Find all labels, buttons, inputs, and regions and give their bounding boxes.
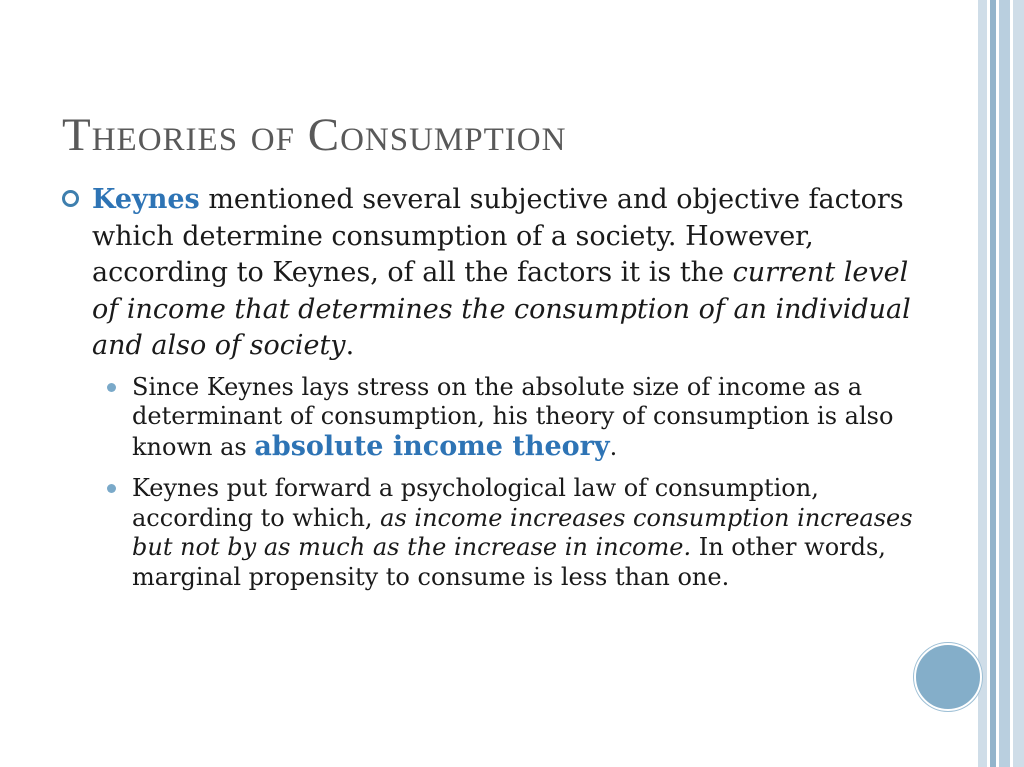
keyword-absolute-income-theory: absolute income theory: [254, 430, 610, 462]
sub1-text-a: Since Keynes lays stress on the absolute size of income as a determinant of consumption, his theory of consumption is also known as: [132, 372, 894, 461]
ring-bullet-icon: [62, 190, 79, 207]
sub-bullet-1: [62, 373, 922, 463]
border-stripe: [978, 0, 987, 767]
sub-bullet-2: [62, 474, 922, 592]
sub2-text-b: In other words, marginal propensity to consume is less than one.: [132, 533, 886, 591]
keyword-keynes: Keynes: [92, 184, 200, 215]
bullet-point-1: [62, 182, 922, 365]
point1-italic: current level of income that determines the consumption of an individual and also of society: [92, 257, 911, 361]
point1-text-b: .: [345, 330, 355, 361]
dot-bullet-icon: [107, 484, 116, 493]
sub2-italic: as income increases consumption increases but not by as much as the increase in income.: [132, 503, 913, 561]
sub2-text-a: Keynes put forward a psychological law of consumption, according to which,: [132, 474, 819, 532]
border-stripe: [999, 0, 1010, 767]
slide-body: [62, 182, 922, 592]
dot-bullet-icon: [107, 383, 116, 392]
decorative-circle: [914, 643, 982, 711]
slide-title: Theories of Consumption: [62, 109, 567, 161]
border-stripe: [1013, 0, 1024, 767]
sub1-text-b: .: [609, 432, 618, 461]
point1-text-a: mentioned several subjective and objective factors which determine consumption of a society. However, according to Keynes, of all the factors it is the: [92, 184, 904, 288]
